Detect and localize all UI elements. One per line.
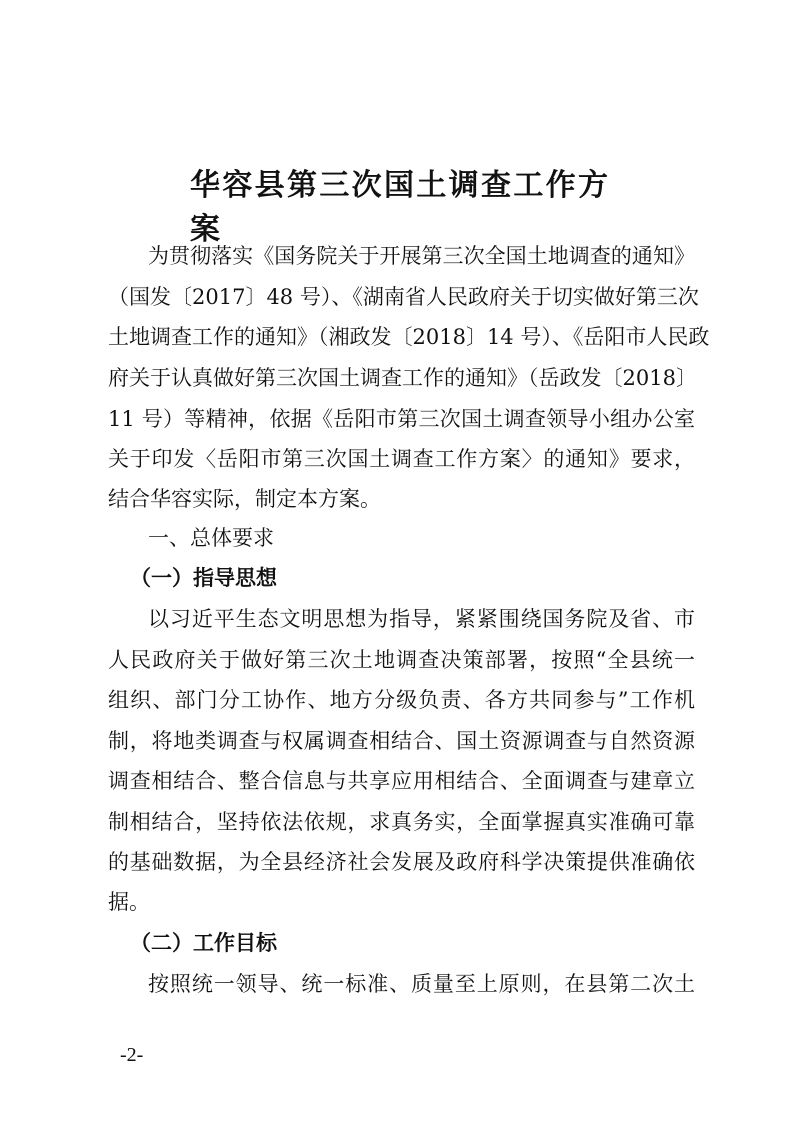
paragraph-line: 以习近平生态文明思想为指导，紧紧围绕国务院及省、市 bbox=[148, 607, 695, 631]
paragraph-line: 的基础数据，为全县经济社会发展及政府科学决策提供准确依 bbox=[108, 850, 695, 874]
document-title: 华容县第三次国土调查工作方案 bbox=[190, 168, 610, 247]
paragraph-line: 制，将地类调查与权属调查相结合、国土资源调查与自然资源 bbox=[108, 729, 695, 753]
paragraph-line: 土地调查工作的通知》（湘政发〔2018〕14 号）、《岳阳市人民政 bbox=[108, 325, 710, 349]
paragraph-line: 府关于认真做好第三次国土调查工作的通知》（岳政发〔2018〕 bbox=[108, 366, 697, 390]
paragraph-line: 按照统一领导、统一标准、质量至上原则，在县第二次土 bbox=[148, 972, 695, 996]
paragraph-line: 调查相结合、整合信息与共享应用相结合、全面调查与建章立 bbox=[108, 769, 695, 793]
paragraph-line: 人民政府关于做好第三次土地调查决策部署，按照“全县统一 bbox=[108, 648, 695, 672]
section-heading: 一、总体要求 bbox=[148, 526, 274, 550]
page-number: -2- bbox=[120, 1044, 144, 1066]
paragraph-line: 结合华容实际，制定本方案。 bbox=[108, 487, 381, 511]
paragraph-line: 关于印发〈岳阳市第三次国土调查工作方案〉的通知》要求， bbox=[108, 447, 695, 471]
paragraph-line: 制相结合，坚持依法依规，求真务实，全面掌握真实准确可靠 bbox=[108, 810, 695, 834]
subsection-heading: （二）工作目标 bbox=[130, 930, 277, 955]
paragraph-line: （国发〔2017〕48 号）、《湖南省人民政府关于切实做好第三次 bbox=[108, 285, 699, 309]
paragraph-line: 11 号）等精神，依据《岳阳市第三次国土调查领导小组办公室 bbox=[108, 407, 695, 431]
paragraph-line: 组织、部门分工协作、地方分级负责、各方共同参与”工作机 bbox=[108, 688, 695, 712]
paragraph-line: 为贯彻落实《国务院关于开展第三次全国土地调查的通知》 bbox=[148, 244, 695, 268]
subsection-heading: （一）指导思想 bbox=[130, 565, 277, 590]
paragraph-line: 据。 bbox=[108, 890, 150, 914]
